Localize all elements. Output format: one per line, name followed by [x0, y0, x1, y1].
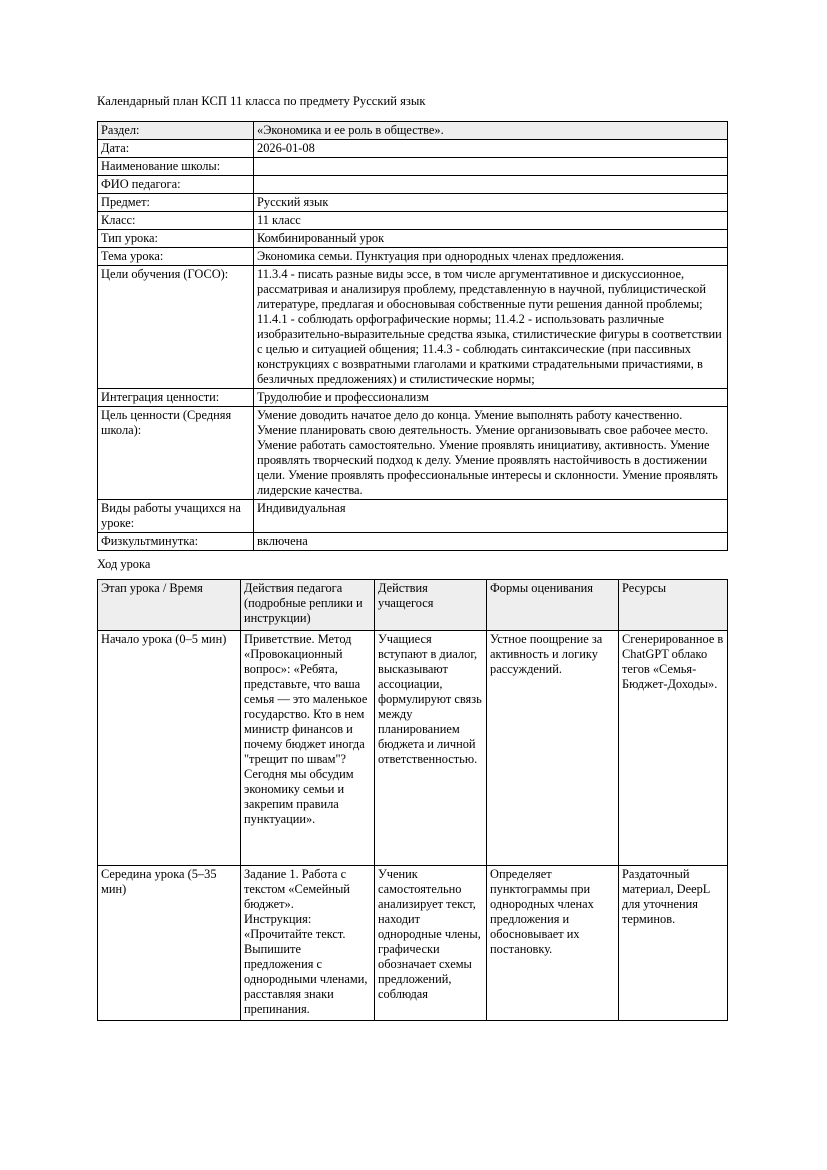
page-content [97, 94, 727, 1021]
info-value: Умение доводить начатое дело до конца. Умение выполнять работу качественно. Умение планировать свою деятельность. Умение организовывать свое рабочее место. Умение работать самостоятельно. Умение проявлять инициативу, активность. Умение проявлять творческий подход к делу. Умение проявлять настойчивость в достижении цели. Умение проявлять профессиональные интересы и склонности. Умение проявлять лидерские качества. [254, 407, 728, 500]
info-value [254, 158, 728, 176]
info-label: Дата: [98, 140, 254, 158]
info-label: Тема урока: [98, 248, 254, 266]
info-value: 2026-01-08 [254, 140, 728, 158]
info-row-razdel [98, 122, 728, 140]
info-value: Индивидуальная [254, 500, 728, 533]
assessment-cell: Определяет пунктограммы при однородных членах предложения и обосновывает их постановку. [487, 866, 619, 1021]
info-row-work-types [98, 500, 728, 533]
info-label: ФИО педагога: [98, 176, 254, 194]
info-label: Наименование школы: [98, 158, 254, 176]
info-row-values-integration [98, 389, 728, 407]
info-value: 11.3.4 - писать разные виды эссе, в том числе аргументативное и дискуссионное, рассматривая и анализируя проблему, представленную в научной, публицистической литературе, предлагая и обосновывая собственные пути решения данной проблемы; 11.4.1 - соблюдать орфографические нормы; 11.4.2 - использовать различные изобразительно-выразительные средства языка, стилистические фигуры в соответствии с целью и ситуацией общения; 11.4.3 - соблюдать синтаксические (при пассивных конструкциях с возвратными глаголами и краткими страдательными причастиями, в безличных предложениях) и стилистические нормы; [254, 266, 728, 389]
info-row-values-goal [98, 407, 728, 500]
teacher-actions-cell [241, 866, 375, 1021]
info-value: включена [254, 533, 728, 551]
info-value: Трудолюбие и профессионализм [254, 389, 728, 407]
teacher-actions-cell [241, 631, 375, 866]
resources-cell: Раздаточный материал, DeepL для уточнения терминов. [619, 866, 728, 1021]
info-label: Цель ценности (Средняя школа): [98, 407, 254, 500]
header-stage-time: Этап урока / Время [98, 580, 241, 631]
student-actions-cell: Учащиеся вступают в диалог, высказывают ассоциации, формулируют связь между планированием бюджета и личной ответственностью. [375, 631, 487, 866]
lesson-info-table [97, 121, 728, 551]
info-value: «Экономика и ее роль в обществе». [254, 122, 728, 140]
teacher-paragraph: Задание 1. Работа с текстом «Семейный бюджет». [244, 867, 350, 911]
info-label: Раздел: [98, 122, 254, 140]
lesson-flow-table [97, 579, 728, 1021]
info-row-phys-minute [98, 533, 728, 551]
info-label: Цели обучения (ГОСО): [98, 266, 254, 389]
lesson-row-start [98, 631, 728, 866]
header-resources: Ресурсы [619, 580, 728, 631]
lesson-row-middle [98, 866, 728, 1021]
info-value: Русский язык [254, 194, 728, 212]
info-label: Тип урока: [98, 230, 254, 248]
info-value: Экономика семьи. Пунктуация при однородных членах предложения. [254, 248, 728, 266]
header-teacher-actions: Действия педагога (подробные реплики и инструкции) [241, 580, 375, 631]
assessment-cell: Устное поощрение за активность и логику рассуждений. [487, 631, 619, 866]
stage-cell: Середина урока (5–35 мин) [98, 866, 241, 1021]
info-value: 11 класс [254, 212, 728, 230]
info-value: Комбинированный урок [254, 230, 728, 248]
info-label: Интеграция ценности: [98, 389, 254, 407]
info-label: Физкультминутка: [98, 533, 254, 551]
header-assessment-forms: Формы оценивания [487, 580, 619, 631]
info-row-school [98, 158, 728, 176]
info-row-lesson-type [98, 230, 728, 248]
resources-cell: Сгенерированное в ChatGPT облако тегов «Семья-Бюджет-Доходы». [619, 631, 728, 866]
teacher-paragraph: Приветствие. Метод «Провокационный вопрос»: «Ребята, представьте, что ваша семья — это маленькое государство. Кто в нем министр финансов и почему бюджет иногда "трещит по швам"? Сегодня мы обсудим экономику семьи и закрепим правила пунктуации». [244, 632, 368, 826]
student-actions-cell: Ученик самостоятельно анализирует текст, находит однородные члены, графически обозначает схемы предложений, соблюдая [375, 866, 487, 1021]
info-value [254, 176, 728, 194]
info-row-goals [98, 266, 728, 389]
info-label: Виды работы учащихся на уроке: [98, 500, 254, 533]
teacher-paragraph: Инструкция: «Прочитайте текст. Выпишите предложения с однородными членами, расставляя знаки препинания. [244, 912, 368, 1016]
info-label: Предмет: [98, 194, 254, 212]
info-row-subject [98, 194, 728, 212]
info-row-lesson-topic [98, 248, 728, 266]
info-row-teacher-name [98, 176, 728, 194]
stage-cell: Начало урока (0–5 мин) [98, 631, 241, 866]
info-label: Класс: [98, 212, 254, 230]
lesson-header-row [98, 580, 728, 631]
header-student-actions: Действия учащегося [375, 580, 487, 631]
info-row-class [98, 212, 728, 230]
lesson-flow-title: Ход урока [97, 557, 151, 571]
document-title: Календарный план КСП 11 класса по предмету Русский язык [97, 94, 426, 108]
info-row-data [98, 140, 728, 158]
